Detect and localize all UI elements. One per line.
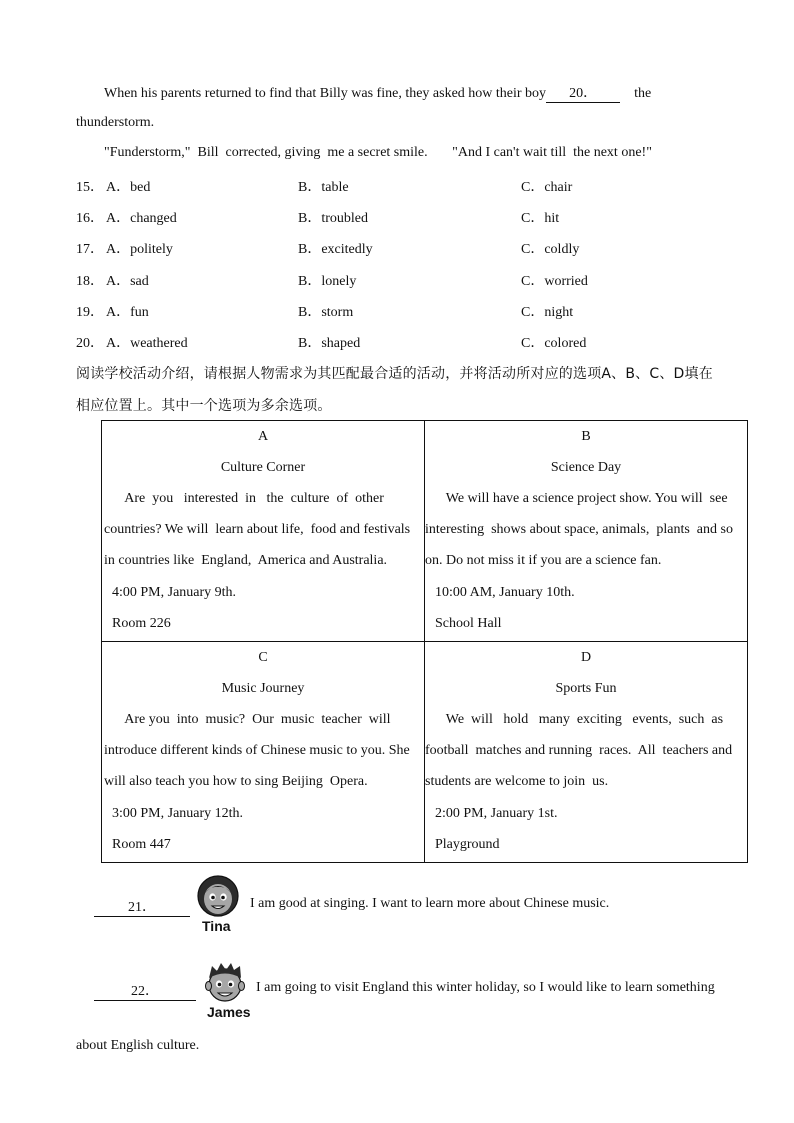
question-number: 17．: [76, 242, 104, 257]
option-c[interactable]: C．chair: [521, 180, 573, 195]
activity-cell-a: [102, 421, 425, 642]
option-a[interactable]: A．weathered: [106, 336, 188, 351]
option-a[interactable]: A．fun: [106, 305, 149, 320]
option-c[interactable]: C．night: [521, 305, 574, 320]
activity-place: Room 226: [112, 616, 171, 631]
person-statement: I am good at singing. I want to learn more about Chinese music.: [250, 896, 610, 911]
answer-blank-22[interactable]: [94, 980, 196, 1001]
activity-title: Science Day: [550, 460, 622, 475]
activity-desc-line: students are welcome to join us.: [425, 774, 609, 789]
question-number: 19．: [76, 305, 104, 320]
person-name: Tina: [202, 918, 231, 934]
activity-letter: D: [580, 650, 592, 665]
option-b[interactable]: B．troubled: [298, 211, 368, 226]
activity-desc-line: We will hold many exciting events, such as: [425, 712, 724, 727]
story-line-3: "Funderstorm," Bill corrected, giving me a secret smile. "And I can't wait till the next one!": [104, 145, 652, 160]
person-statement: I am going to visit England this winter holiday, so I would like to learn something: [256, 980, 715, 995]
activity-place: Room 447: [112, 837, 171, 852]
activity-desc-line: in countries like England, America and Australia.: [104, 553, 388, 568]
activity-time: 2:00 PM, January 1st.: [435, 806, 558, 821]
activity-desc-line: We will have a science project show. You will see: [425, 491, 728, 506]
activity-title: Culture Corner: [220, 460, 306, 475]
question-number: 16．: [76, 211, 104, 226]
person-name: James: [207, 1004, 251, 1020]
story-line-1: [104, 82, 651, 103]
option-b[interactable]: B．shaped: [298, 336, 361, 351]
blank-number: 20．: [569, 86, 598, 101]
option-b[interactable]: B．table: [298, 180, 349, 195]
person-statement-continued: about English culture.: [76, 1038, 200, 1053]
blank-number: 21．: [128, 900, 156, 915]
activity-letter: A: [257, 429, 269, 444]
activity-desc-line: interesting shows about space, animals, plants and so: [425, 522, 733, 537]
option-c[interactable]: C．hit: [521, 211, 560, 226]
option-c[interactable]: C．coldly: [521, 242, 580, 257]
option-a[interactable]: A．politely: [106, 242, 173, 257]
activity-desc-line: Are you interested in the culture of other: [104, 491, 384, 506]
activity-desc-line: introduce different kinds of Chinese music to you. She: [104, 743, 410, 758]
activities-table: [101, 420, 748, 863]
activity-place: Playground: [435, 837, 500, 852]
option-b[interactable]: B．lonely: [298, 274, 357, 289]
activity-desc-line: countries? We will learn about life, food and festivals: [104, 522, 411, 537]
activity-time: 10:00 AM, January 10th.: [435, 585, 575, 600]
girl-avatar-icon: [196, 874, 240, 918]
activity-letter: C: [258, 650, 268, 665]
option-a[interactable]: A．changed: [106, 211, 177, 226]
activity-cell-d: [425, 642, 748, 863]
activity-desc-line: Are you into music? Our music teacher will: [104, 712, 391, 727]
activity-letter: B: [581, 429, 591, 444]
option-a[interactable]: A．bed: [106, 180, 151, 195]
boy-avatar-icon: [202, 960, 248, 1004]
option-a[interactable]: A．sad: [106, 274, 149, 289]
question-number: 15．: [76, 180, 104, 195]
activity-cell-b: [425, 421, 748, 642]
activity-time: 4:00 PM, January 9th.: [112, 585, 237, 600]
activity-title: Sports Fun: [555, 681, 617, 696]
activity-title: Music Journey: [221, 681, 305, 696]
answer-blank-21[interactable]: [94, 896, 190, 917]
blank-number: 22．: [131, 984, 159, 999]
answer-blank-20[interactable]: [546, 82, 620, 103]
instructions-line-2: 相应位置上。其中一个选项为多余选项。: [76, 398, 332, 414]
activity-desc-line: on. Do not miss it if you are a science fan.: [425, 553, 662, 568]
option-c[interactable]: C．worried: [521, 274, 588, 289]
story-line-1-before: When his parents returned to find that Billy was fine, they asked how their boy: [104, 86, 547, 101]
activity-time: 3:00 PM, January 12th.: [112, 806, 244, 821]
activity-desc-line: football matches and running races. All teachers and: [425, 743, 733, 758]
instructions-line-1: 阅读学校活动介绍，请根据人物需求为其匹配最合适的活动，并将活动所对应的选项A、B、C、D填在: [76, 366, 713, 382]
activity-desc-line: will also teach you how to sing Beijing Opera.: [104, 774, 368, 789]
option-c[interactable]: C．colored: [521, 336, 587, 351]
question-number: 20．: [76, 336, 104, 351]
activity-cell-c: [102, 642, 425, 863]
option-b[interactable]: B．storm: [298, 305, 354, 320]
option-b[interactable]: B．excitedly: [298, 242, 373, 257]
story-line-2: thunderstorm.: [76, 115, 155, 130]
activity-place: School Hall: [435, 616, 502, 631]
story-line-1-after: the: [634, 86, 652, 101]
question-number: 18．: [76, 274, 104, 289]
